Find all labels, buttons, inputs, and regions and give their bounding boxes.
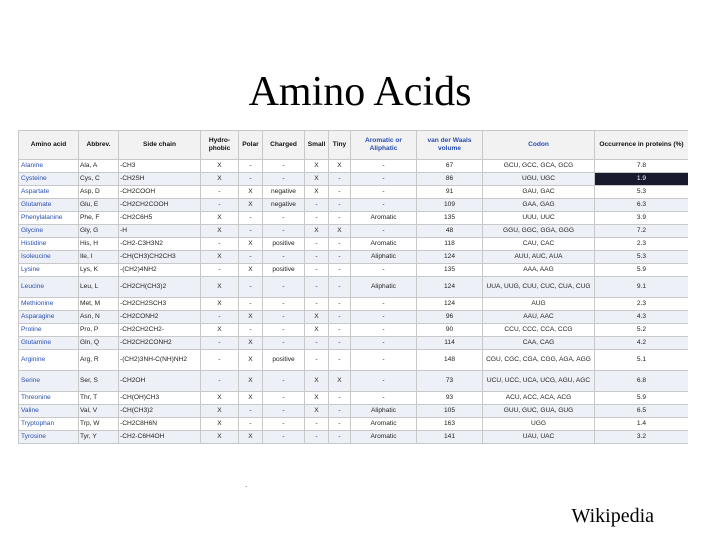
table-cell: - [263, 324, 305, 337]
table-cell: - [305, 238, 329, 251]
table-cell: Thr, T [79, 392, 119, 405]
table-cell: -CH2CH(CH3)2 [119, 277, 201, 298]
table-cell: 2.3 [595, 298, 689, 311]
table-row [19, 371, 689, 392]
amino-acid-name[interactable]: Threonine [19, 392, 79, 405]
table-cell: - [239, 298, 263, 311]
table-cell: - [329, 186, 351, 199]
table-cell: X [201, 225, 239, 238]
table-cell: - [329, 238, 351, 251]
table-cell: 4.3 [595, 311, 689, 324]
table-cell: ACU, ACC, ACA, ACG [483, 392, 595, 405]
table-row [19, 173, 689, 186]
table-cell: - [263, 431, 305, 444]
table-cell: 3.2 [595, 431, 689, 444]
table-cell: X [239, 199, 263, 212]
column-header: Charged [263, 131, 305, 160]
amino-acid-name[interactable]: Alanine [19, 160, 79, 173]
table-cell: X [201, 212, 239, 225]
table-cell: positive [263, 238, 305, 251]
table-cell: -CH2CH2CH2- [119, 324, 201, 337]
table-cell: UGU, UGC [483, 173, 595, 186]
table-cell: X [305, 186, 329, 199]
table-cell: GCU, GCC, GCA, GCG [483, 160, 595, 173]
table-cell: Aliphatic [351, 277, 417, 298]
table-cell: X [239, 337, 263, 350]
table-cell: -CH2SH [119, 173, 201, 186]
table-cell: X [305, 225, 329, 238]
table-cell: Asp, D [79, 186, 119, 199]
table-cell: - [239, 405, 263, 418]
table-cell: 135 [417, 264, 483, 277]
table-cell: - [351, 298, 417, 311]
table-cell: 96 [417, 311, 483, 324]
table-cell: 7.2 [595, 225, 689, 238]
table-cell: His, H [79, 238, 119, 251]
table-cell: 9.1 [595, 277, 689, 298]
slide-title: Amino Acids [248, 69, 472, 115]
table-cell: - [351, 350, 417, 371]
table-row [19, 160, 689, 173]
table-cell: UGG [483, 418, 595, 431]
table-cell: - [329, 324, 351, 337]
table-row [19, 199, 689, 212]
table-cell: Aromatic [351, 418, 417, 431]
table-cell: - [329, 298, 351, 311]
table-cell: Tyr, Y [79, 431, 119, 444]
table-row [19, 311, 689, 324]
table-cell: -(CH2)4NH2 [119, 264, 201, 277]
table-cell: Met, M [79, 298, 119, 311]
amino-acid-name[interactable]: Leucine [19, 277, 79, 298]
table-cell: Phe, F [79, 212, 119, 225]
column-header: Tiny [329, 131, 351, 160]
table-cell: - [329, 212, 351, 225]
table-cell: CAU, CAC [483, 238, 595, 251]
amino-acid-name[interactable]: Valine [19, 405, 79, 418]
table-cell: - [201, 238, 239, 251]
amino-acid-name[interactable]: Asparagine [19, 311, 79, 324]
table-cell: - [329, 199, 351, 212]
table-cell: GAU, GAC [483, 186, 595, 199]
table-cell: -CH3 [119, 160, 201, 173]
table-cell: - [351, 225, 417, 238]
table-cell: - [351, 324, 417, 337]
table-row [19, 431, 689, 444]
table-cell: X [201, 173, 239, 186]
table-cell: - [263, 405, 305, 418]
table-cell: X [239, 431, 263, 444]
table-cell: - [239, 173, 263, 186]
table-cell: - [239, 212, 263, 225]
table-cell: -CH2-C3H3N2 [119, 238, 201, 251]
table-row [19, 264, 689, 277]
table-cell: - [263, 371, 305, 392]
amino-acid-name[interactable]: Glycine [19, 225, 79, 238]
amino-acid-table [18, 130, 688, 444]
table-cell: - [329, 337, 351, 350]
table-cell: - [351, 337, 417, 350]
table-cell: - [305, 277, 329, 298]
table-cell: - [263, 337, 305, 350]
amino-acid-name[interactable]: Phenylalanine [19, 212, 79, 225]
table-cell: -CH2-C6H4OH [119, 431, 201, 444]
table-header-row [19, 131, 689, 160]
table-cell: UUA, UUG, CUU, CUC, CUA, CUG [483, 277, 595, 298]
table-cell: Arg, R [79, 350, 119, 371]
table-cell: X [239, 350, 263, 371]
table-cell: 6.8 [595, 371, 689, 392]
table-cell: X [305, 160, 329, 173]
table-cell: X [239, 371, 263, 392]
table-cell: X [239, 264, 263, 277]
table-cell: - [239, 324, 263, 337]
table-cell: negative [263, 199, 305, 212]
table-cell: Aliphatic [351, 251, 417, 264]
table-cell: - [239, 277, 263, 298]
amino-acid-name[interactable]: Tryptophan [19, 418, 79, 431]
table-cell: 1.9 [595, 173, 689, 186]
table-cell: 5.9 [595, 392, 689, 405]
table-cell: 5.1 [595, 350, 689, 371]
table-cell: 5.3 [595, 251, 689, 264]
table-cell: 163 [417, 418, 483, 431]
table-cell: -CH2CH2SCH3 [119, 298, 201, 311]
table-cell: 4.2 [595, 337, 689, 350]
table-cell: - [351, 264, 417, 277]
table-cell: - [329, 311, 351, 324]
table-cell: negative [263, 186, 305, 199]
table-cell: Aromatic [351, 238, 417, 251]
table-cell: X [305, 405, 329, 418]
table-cell: 135 [417, 212, 483, 225]
table-cell: - [263, 392, 305, 405]
amino-acid-name[interactable]: Proline [19, 324, 79, 337]
amino-acid-name[interactable]: Aspartate [19, 186, 79, 199]
table-row [19, 350, 689, 371]
table-cell: - [263, 225, 305, 238]
table-cell: X [239, 238, 263, 251]
column-header: Hydro-phobic [201, 131, 239, 160]
table-row [19, 238, 689, 251]
table-cell: AAU, AAC [483, 311, 595, 324]
table-cell: Leu, L [79, 277, 119, 298]
table-cell: -CH2OH [119, 371, 201, 392]
table-row [19, 251, 689, 264]
table-cell: X [305, 371, 329, 392]
table-cell: -CH(CH3)CH2CH3 [119, 251, 201, 264]
table-cell: - [263, 311, 305, 324]
table-cell: CCU, CCC, CCA, CCG [483, 324, 595, 337]
table-cell: X [201, 324, 239, 337]
table-cell: - [351, 199, 417, 212]
table-cell: AUU, AUC, AUA [483, 251, 595, 264]
table-cell: - [305, 264, 329, 277]
table-cell: - [305, 251, 329, 264]
table-cell: - [201, 337, 239, 350]
amino-acid-table-image [18, 130, 688, 480]
table-cell: 6.5 [595, 405, 689, 418]
amino-acid-name[interactable]: Serine [19, 371, 79, 392]
table-cell: -CH2C8H6N [119, 418, 201, 431]
column-header: Polar [239, 131, 263, 160]
table-cell: GAA, GAG [483, 199, 595, 212]
table-cell: Cys, C [79, 173, 119, 186]
table-cell: Aromatic [351, 431, 417, 444]
table-cell: X [239, 186, 263, 199]
table-cell: Asn, N [79, 311, 119, 324]
table-cell: - [201, 371, 239, 392]
table-cell: Trp, W [79, 418, 119, 431]
table-cell: X [201, 418, 239, 431]
table-cell: UCU, UCC, UCA, UCG, AGU, AGC [483, 371, 595, 392]
table-cell: - [351, 311, 417, 324]
column-header: Side chain [119, 131, 201, 160]
table-cell: AAA, AAG [483, 264, 595, 277]
table-cell: 48 [417, 225, 483, 238]
amino-acid-name[interactable]: Glutamate [19, 199, 79, 212]
table-cell: UAU, UAC [483, 431, 595, 444]
table-cell: X [201, 298, 239, 311]
table-cell: - [201, 264, 239, 277]
amino-acid-name[interactable]: Lysine [19, 264, 79, 277]
table-cell: Val, V [79, 405, 119, 418]
table-cell: 90 [417, 324, 483, 337]
amino-acid-name[interactable]: Tyrosine [19, 431, 79, 444]
table-cell: 3.9 [595, 212, 689, 225]
table-cell: AUG [483, 298, 595, 311]
table-cell: 93 [417, 392, 483, 405]
table-cell: 141 [417, 431, 483, 444]
table-row [19, 298, 689, 311]
table-cell: Ser, S [79, 371, 119, 392]
table-cell: - [305, 418, 329, 431]
table-cell: 114 [417, 337, 483, 350]
table-cell: X [329, 371, 351, 392]
table-cell: Aliphatic [351, 405, 417, 418]
table-cell: - [351, 173, 417, 186]
table-cell: 148 [417, 350, 483, 371]
table-row [19, 212, 689, 225]
table-cell: - [351, 186, 417, 199]
table-cell: -CH2CH2CONH2 [119, 337, 201, 350]
table-cell: X [201, 392, 239, 405]
table-cell: - [201, 350, 239, 371]
table-cell: - [239, 160, 263, 173]
table-cell: 124 [417, 298, 483, 311]
table-cell: X [201, 277, 239, 298]
table-cell: X [201, 251, 239, 264]
table-cell: Gln, Q [79, 337, 119, 350]
table-cell: 105 [417, 405, 483, 418]
table-cell: 5.3 [595, 186, 689, 199]
table-row [19, 418, 689, 431]
table-cell: - [239, 251, 263, 264]
table-cell: GUU, GUC, GUA, GUG [483, 405, 595, 418]
table-cell: Pro, P [79, 324, 119, 337]
table-cell: - [263, 160, 305, 173]
table-row [19, 324, 689, 337]
table-cell: -CH(OH)CH3 [119, 392, 201, 405]
table-cell: X [329, 225, 351, 238]
table-cell: - [329, 431, 351, 444]
table-cell: - [329, 251, 351, 264]
table-cell: - [263, 298, 305, 311]
column-header: van der Waals volume [417, 131, 483, 160]
amino-acid-name[interactable]: Glutamine [19, 337, 79, 350]
table-cell: -CH2C6H5 [119, 212, 201, 225]
table-row [19, 225, 689, 238]
table-cell: 6.3 [595, 199, 689, 212]
table-cell: - [305, 350, 329, 371]
table-cell: - [201, 311, 239, 324]
table-cell: X [201, 431, 239, 444]
table-cell: CAA, CAG [483, 337, 595, 350]
table-row [19, 405, 689, 418]
table-cell: Gly, G [79, 225, 119, 238]
table-row [19, 277, 689, 298]
table-cell: - [305, 212, 329, 225]
column-header: Amino acid [19, 131, 79, 160]
table-cell: - [305, 298, 329, 311]
table-cell: - [329, 350, 351, 371]
amino-acid-name[interactable]: Methionine [19, 298, 79, 311]
table-cell: - [351, 371, 417, 392]
table-cell: X [201, 405, 239, 418]
table-cell: 86 [417, 173, 483, 186]
table-cell: 124 [417, 251, 483, 264]
table-cell: 109 [417, 199, 483, 212]
table-cell: X [305, 324, 329, 337]
table-cell: 67 [417, 160, 483, 173]
table-cell: -CH2CH2COOH [119, 199, 201, 212]
table-row [19, 337, 689, 350]
table-cell: - [329, 173, 351, 186]
column-header: Aromatic or Aliphatic [351, 131, 417, 160]
table-cell: Aromatic [351, 212, 417, 225]
table-cell: GGU, GGC, GGA, GGG [483, 225, 595, 238]
table-cell: - [201, 186, 239, 199]
stray-mark: . [245, 480, 248, 489]
table-cell: - [329, 405, 351, 418]
amino-acid-name[interactable]: Histidine [19, 238, 79, 251]
table-cell: - [263, 251, 305, 264]
table-cell: 124 [417, 277, 483, 298]
column-header: Occurrence in proteins (%) [595, 131, 689, 160]
table-cell: Ala, A [79, 160, 119, 173]
table-cell: UUU, UUC [483, 212, 595, 225]
table-cell: 118 [417, 238, 483, 251]
table-cell: 2.3 [595, 238, 689, 251]
table-cell: CGU, CGC, CGA, CGG, AGA, AGG [483, 350, 595, 371]
column-header: Codon [483, 131, 595, 160]
table-cell: - [351, 160, 417, 173]
column-header: Small [305, 131, 329, 160]
table-cell: -H [119, 225, 201, 238]
table-cell: positive [263, 350, 305, 371]
table-cell: - [239, 225, 263, 238]
table-cell: -CH(CH3)2 [119, 405, 201, 418]
table-cell: -CH2CONH2 [119, 311, 201, 324]
amino-acid-name[interactable]: Cysteine [19, 173, 79, 186]
table-cell: 73 [417, 371, 483, 392]
table-cell: -CH2COOH [119, 186, 201, 199]
table-cell: 5.2 [595, 324, 689, 337]
table-cell: - [263, 277, 305, 298]
column-header: Abbrev. [79, 131, 119, 160]
table-cell: Ile, I [79, 251, 119, 264]
table-cell: - [305, 199, 329, 212]
amino-acid-name[interactable]: Arginine [19, 350, 79, 371]
table-cell: - [305, 337, 329, 350]
table-cell: 1.4 [595, 418, 689, 431]
table-cell: - [329, 418, 351, 431]
table-cell: - [239, 418, 263, 431]
table-cell: -(CH2)3NH-C(NH)NH2 [119, 350, 201, 371]
table-cell: - [263, 173, 305, 186]
table-cell: 7.8 [595, 160, 689, 173]
table-cell: 91 [417, 186, 483, 199]
table-cell: - [263, 212, 305, 225]
table-cell: Glu, E [79, 199, 119, 212]
table-cell: X [239, 311, 263, 324]
source-credit: Wikipedia [571, 505, 654, 527]
amino-acid-name[interactable]: Isoleucine [19, 251, 79, 264]
table-cell: X [305, 392, 329, 405]
table-row [19, 186, 689, 199]
table-cell: - [329, 264, 351, 277]
table-cell: Lys, K [79, 264, 119, 277]
table-cell: X [329, 160, 351, 173]
table-cell: - [201, 199, 239, 212]
table-cell: - [329, 277, 351, 298]
table-cell: X [305, 173, 329, 186]
table-cell: X [201, 160, 239, 173]
table-cell: - [351, 392, 417, 405]
table-row [19, 392, 689, 405]
table-cell: positive [263, 264, 305, 277]
table-cell: - [329, 392, 351, 405]
table-cell: X [239, 392, 263, 405]
table-cell: - [305, 431, 329, 444]
table-cell: 5.9 [595, 264, 689, 277]
table-cell: - [263, 418, 305, 431]
table-cell: X [305, 311, 329, 324]
